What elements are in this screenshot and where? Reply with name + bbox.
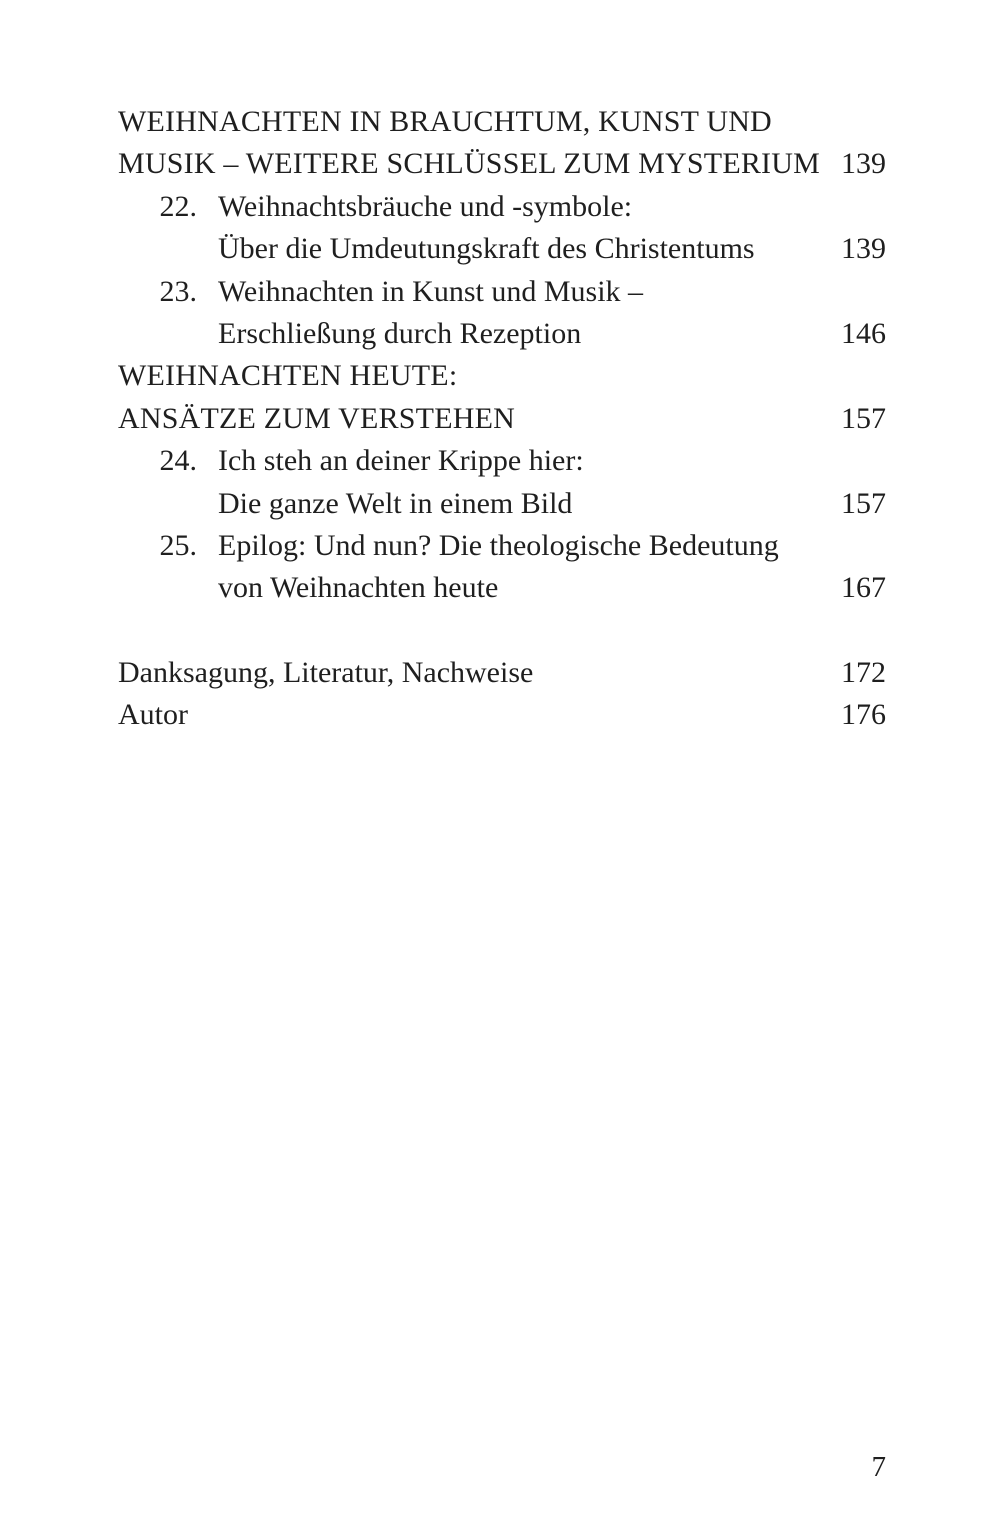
entry-title: Erschließung durch Rezeption — [218, 317, 582, 351]
entry-title: Danksagung, Literatur, Nachweise — [118, 655, 534, 689]
chapter-number: 24. — [159, 444, 197, 478]
chapter-number: 22. — [159, 189, 197, 223]
entry-title: Epilog: Und nun? Die theologische Bedeutung — [218, 529, 779, 563]
entry-title: Die ganze Welt in einem Bild — [218, 486, 573, 520]
toc-entry — [118, 271, 886, 356]
section-title: ANSÄTZE ZUM VERSTEHEN — [118, 401, 515, 435]
toc-line — [118, 228, 886, 270]
entry-title: Weihnachten in Kunst und Musik – — [218, 274, 644, 308]
entry-title: Über die Umdeutungskraft des Christentums — [218, 232, 755, 266]
entry-page-number: 146 — [841, 317, 886, 351]
toc-line — [118, 355, 886, 397]
toc-line — [118, 483, 886, 525]
entry-title: von Weihnachten heute — [218, 571, 499, 605]
entry-page-number: 139 — [841, 147, 886, 181]
toc-line — [118, 101, 886, 143]
chapter-number: 25. — [159, 529, 197, 563]
table-of-contents — [118, 101, 886, 737]
toc-line — [118, 440, 886, 482]
section-title: MUSIK – WEITERE SCHLÜSSEL ZUM MYSTERIUM — [118, 147, 820, 181]
entry-page-number: 167 — [841, 571, 886, 605]
section-title: WEIHNACHTEN IN BRAUCHTUM, KUNST UND — [118, 105, 772, 138]
toc-line — [118, 652, 886, 694]
toc-entry — [118, 440, 886, 525]
toc-line — [118, 271, 886, 313]
section-title: WEIHNACHTEN HEUTE: — [118, 359, 458, 393]
toc-entry — [118, 694, 886, 736]
toc-line — [118, 694, 886, 736]
entry-page-number: 172 — [841, 655, 886, 689]
entry-page-number: 176 — [841, 698, 886, 732]
toc-entry — [118, 186, 886, 271]
toc-line — [118, 567, 886, 609]
toc-entry — [118, 101, 886, 186]
toc-entry — [118, 652, 886, 694]
chapter-number: 23. — [159, 274, 197, 308]
entry-title: Ich steh an deiner Krippe hier: — [218, 444, 584, 478]
toc-line — [118, 525, 886, 567]
page-number-folio: 7 — [871, 1451, 886, 1483]
entry-page-number: 157 — [841, 401, 886, 435]
entry-page-number: 157 — [841, 486, 886, 520]
toc-line — [118, 143, 886, 185]
toc-line — [118, 186, 886, 228]
toc-entry — [118, 355, 886, 440]
entry-title: Autor — [118, 698, 188, 732]
entry-page-number: 139 — [841, 232, 886, 266]
toc-line — [118, 398, 886, 440]
toc-entry — [118, 525, 886, 610]
toc-line — [118, 313, 886, 355]
entry-title: Weihnachtsbräuche und -symbole: — [218, 189, 633, 223]
